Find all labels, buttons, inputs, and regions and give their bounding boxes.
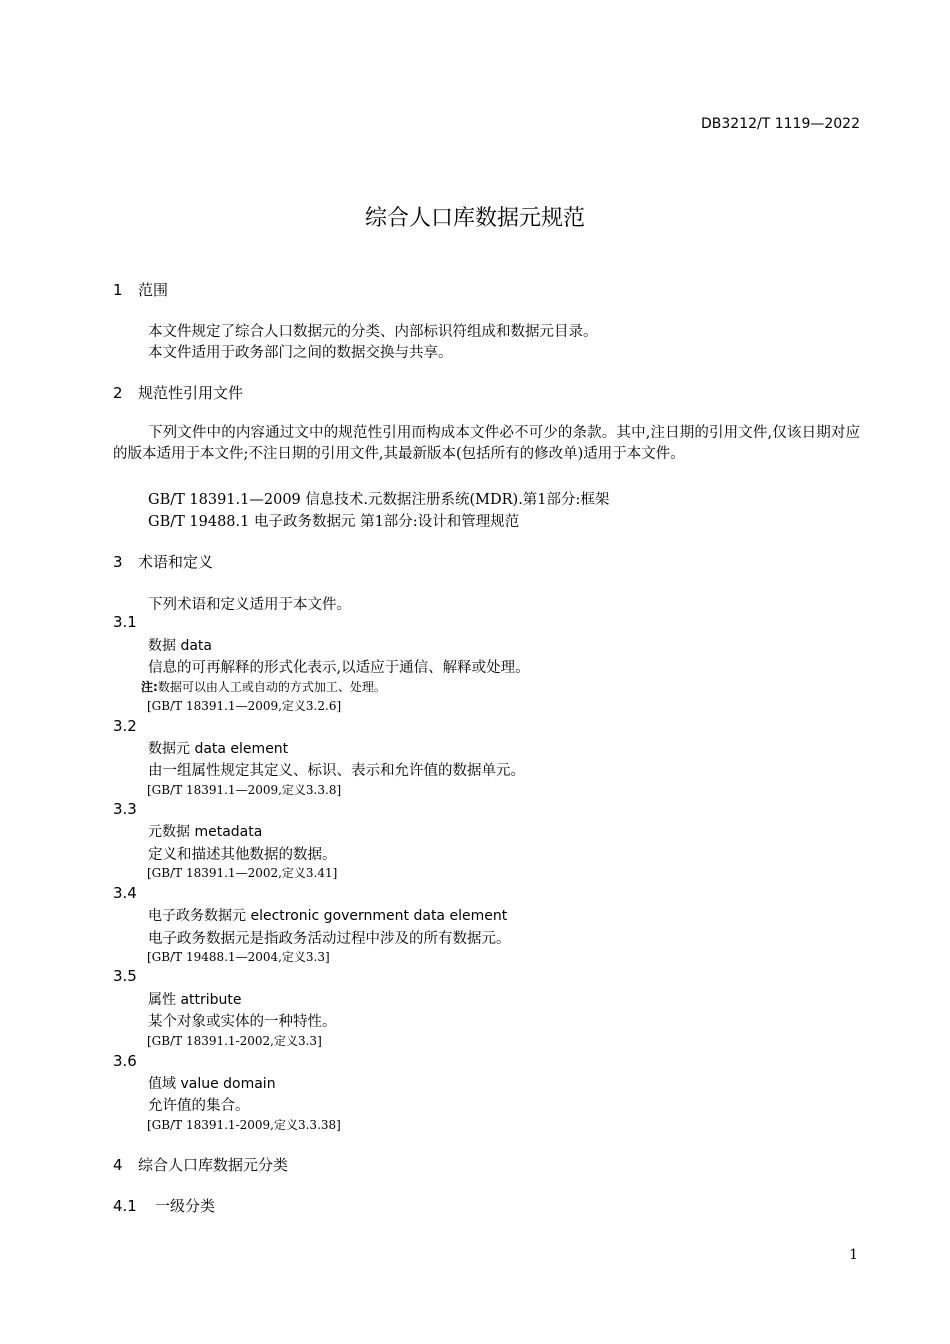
term-name: 值域 value domain [148, 1076, 276, 1092]
page-title: 综合人口库数据元规范 [364, 206, 585, 231]
normative-reference: GB/T 18391.1—2009 信息技术.元数据注册系统(MDR).第1部分:框架 [148, 492, 610, 508]
term-number: 3.3 [113, 800, 137, 818]
term-name: 元数据 metadata [148, 824, 263, 840]
term-definition: 定义和描述其他数据的数据。 [148, 847, 337, 863]
paragraph: 下列术语和定义适用于本文件。 [148, 597, 351, 613]
term-source: [GB/T 18391.1-2009,定义3.3.38] [147, 1118, 341, 1132]
section-title: 术语和定义 [138, 553, 214, 571]
section-1-heading [113, 279, 168, 300]
term-number: 3.2 [113, 717, 137, 735]
paragraph: 本文件规定了综合人口数据元的分类、内部标识符组成和数据元目录。 [148, 324, 598, 340]
note-text: 数据可以由人工或自动的方式加工、处理。 [157, 680, 386, 694]
normative-reference: GB/T 19488.1 电子政务数据元 第1部分:设计和管理规范 [148, 514, 520, 530]
term-definition: 由一组属性规定其定义、标识、表示和允许值的数据单元。 [148, 763, 525, 779]
page-number: 1 [849, 1247, 858, 1263]
term-number: 3.1 [113, 613, 137, 631]
term-number: 3.5 [113, 967, 137, 985]
section-4-heading [113, 1154, 288, 1175]
term-definition: 信息的可再解释的形式化表示,以适应于通信、解释或处理。 [148, 660, 530, 676]
term-name: 数据 data [148, 638, 212, 654]
subsection-4-1-heading [113, 1195, 215, 1216]
term-definition: 某个对象或实体的一种特性。 [148, 1014, 337, 1030]
note-label: 注: [141, 680, 158, 694]
section-number: 2 [113, 384, 123, 402]
term-source: [GB/T 18391.1—2009,定义3.3.8] [147, 783, 342, 797]
section-number: 4 [113, 1156, 123, 1174]
term-number: 3.4 [113, 884, 137, 902]
term-name: 电子政务数据元 electronic government data element [148, 908, 508, 924]
subsection-number: 4.1 [113, 1197, 137, 1215]
term-source: [GB/T 19488.1—2004,定义3.3] [147, 950, 330, 964]
term-source: [GB/T 18391.1—2009,定义3.2.6] [147, 699, 342, 713]
paragraph: 下列文件中的内容通过文中的规范性引用而构成本文件必不可少的条款。其中,注日期的引用文件,仅该日期对应的版本适用于本文件;不注日期的引用文件,其最新版本(包括所有的修改单)适用于本文件。 [113, 425, 860, 462]
term-note [141, 678, 386, 695]
document-number: DB3212/T 1119—2022 [701, 116, 860, 132]
term-number: 3.6 [113, 1052, 137, 1070]
subsection-title: 一级分类 [155, 1197, 216, 1215]
term-source: [GB/T 18391.1-2002,定义3.3] [147, 1034, 322, 1048]
section-number: 1 [113, 281, 123, 299]
section-title: 综合人口库数据元分类 [138, 1156, 289, 1174]
term-definition: 允许值的集合。 [148, 1098, 250, 1114]
paragraph: 本文件适用于政务部门之间的数据交换与共享。 [148, 345, 453, 361]
term-name: 数据元 data element [148, 741, 289, 757]
section-title: 范围 [138, 281, 169, 299]
term-name: 属性 attribute [148, 992, 242, 1008]
section-number: 3 [113, 553, 123, 571]
section-2-heading [113, 382, 243, 403]
term-source: [GB/T 18391.1—2002,定义3.41] [147, 866, 338, 880]
section-3-heading [113, 551, 213, 572]
term-definition: 电子政务数据元是指政务活动过程中涉及的所有数据元。 [148, 931, 511, 947]
section-title: 规范性引用文件 [138, 384, 244, 402]
